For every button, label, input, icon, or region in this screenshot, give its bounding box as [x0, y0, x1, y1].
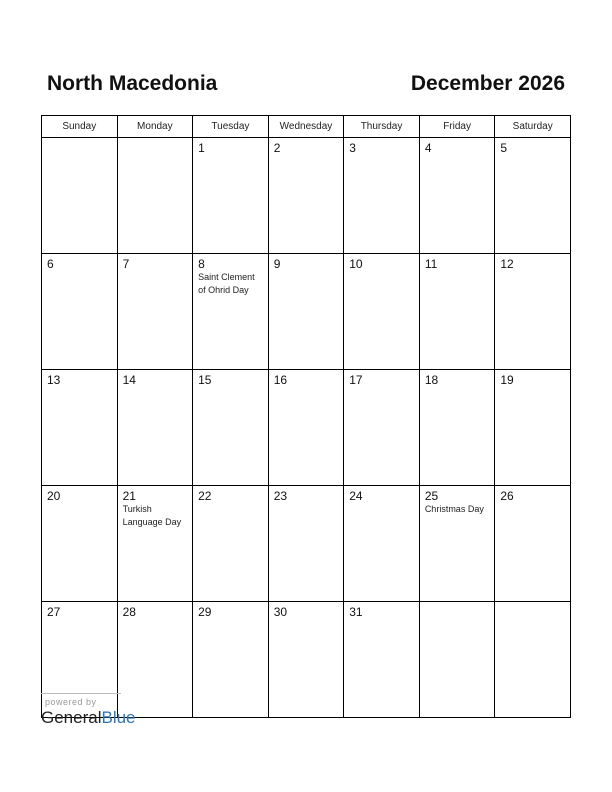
- day-cell: [193, 486, 269, 602]
- empty-day-cell: [117, 138, 193, 254]
- day-cell: [419, 486, 495, 602]
- week-row: [42, 138, 571, 254]
- day-number: 30: [273, 605, 288, 619]
- day-number: 24: [349, 489, 363, 503]
- day-number: 4: [424, 141, 432, 155]
- month-year-title: December 2026: [410, 72, 565, 95]
- day-number: 9: [273, 257, 281, 271]
- day-cell: [344, 602, 420, 718]
- day-number: 6: [47, 257, 54, 271]
- day-number: 23: [273, 489, 288, 503]
- day-number: 12: [500, 257, 514, 271]
- day-number: 31: [349, 605, 363, 619]
- day-number: 13: [47, 373, 61, 387]
- day-number: 7: [122, 257, 130, 271]
- day-cell: [42, 254, 118, 370]
- weekday-header: Thursday: [344, 116, 420, 138]
- week-row: [42, 486, 571, 602]
- day-number: 27: [47, 605, 61, 619]
- powered-by-label: powered by: [45, 697, 97, 707]
- holiday-label: Saint Clement of Ohrid Day: [198, 272, 255, 295]
- calendar-grid: [41, 115, 571, 718]
- week-row: [42, 254, 571, 370]
- day-number: 1: [198, 141, 205, 155]
- day-number: 19: [500, 373, 514, 387]
- day-cell: [42, 370, 118, 486]
- day-cell: [117, 486, 193, 602]
- day-cell: [495, 486, 571, 602]
- day-cell: [344, 138, 420, 254]
- day-cell: [193, 254, 269, 370]
- day-number: 2: [273, 141, 281, 155]
- weekday-header: Tuesday: [193, 116, 269, 138]
- day-cell: [344, 254, 420, 370]
- day-cell: [268, 602, 344, 718]
- day-cell: [117, 602, 193, 718]
- empty-day-cell: [42, 138, 118, 254]
- weekday-header: Sunday: [42, 116, 118, 138]
- country-title: North Macedonia: [47, 72, 218, 95]
- day-cell: [344, 370, 420, 486]
- weekday-header: Friday: [419, 116, 495, 138]
- day-cell: [495, 254, 571, 370]
- day-cell: [268, 370, 344, 486]
- weekday-header: Saturday: [495, 116, 571, 138]
- day-number: 20: [47, 489, 61, 503]
- day-cell: [193, 138, 269, 254]
- day-number: 5: [500, 141, 508, 155]
- day-cell: [117, 370, 193, 486]
- day-number: 11: [424, 257, 438, 271]
- day-cell: [268, 138, 344, 254]
- footer-divider: [41, 693, 121, 694]
- day-number: 22: [198, 489, 212, 503]
- holiday-label: Christmas Day: [424, 504, 484, 514]
- day-number: 18: [424, 373, 439, 387]
- weekday-header: Monday: [117, 116, 193, 138]
- week-row: [42, 602, 571, 718]
- day-cell: [42, 486, 118, 602]
- weekday-header: Wednesday: [268, 116, 344, 138]
- day-cell: [117, 254, 193, 370]
- day-number: 10: [349, 257, 363, 271]
- empty-day-cell: [419, 602, 495, 718]
- weekday-header-row: [42, 116, 571, 138]
- day-cell: [495, 138, 571, 254]
- day-cell: [419, 370, 495, 486]
- day-number: 17: [349, 373, 363, 387]
- day-cell: [495, 370, 571, 486]
- generalblue-logo: [41, 708, 136, 728]
- day-cell: [419, 254, 495, 370]
- holiday-label: Turkish Language Day: [122, 504, 182, 527]
- week-row: [42, 370, 571, 486]
- day-cell: [268, 254, 344, 370]
- day-cell: [268, 486, 344, 602]
- day-number: 15: [198, 373, 212, 387]
- brand-blue: Blue: [101, 708, 136, 727]
- day-number: 29: [198, 605, 212, 619]
- day-number: 26: [500, 489, 514, 503]
- day-number: 14: [122, 373, 136, 387]
- empty-day-cell: [495, 602, 571, 718]
- day-number: 28: [122, 605, 136, 619]
- day-number: 8: [198, 257, 205, 271]
- day-cell: [193, 602, 269, 718]
- day-number: 21: [122, 489, 136, 503]
- day-cell: [419, 138, 495, 254]
- day-cell: [193, 370, 269, 486]
- day-number: 16: [273, 373, 288, 387]
- day-number: 25: [424, 489, 439, 503]
- day-number: 3: [349, 141, 356, 155]
- day-cell: [344, 486, 420, 602]
- brand-general: General: [41, 708, 102, 727]
